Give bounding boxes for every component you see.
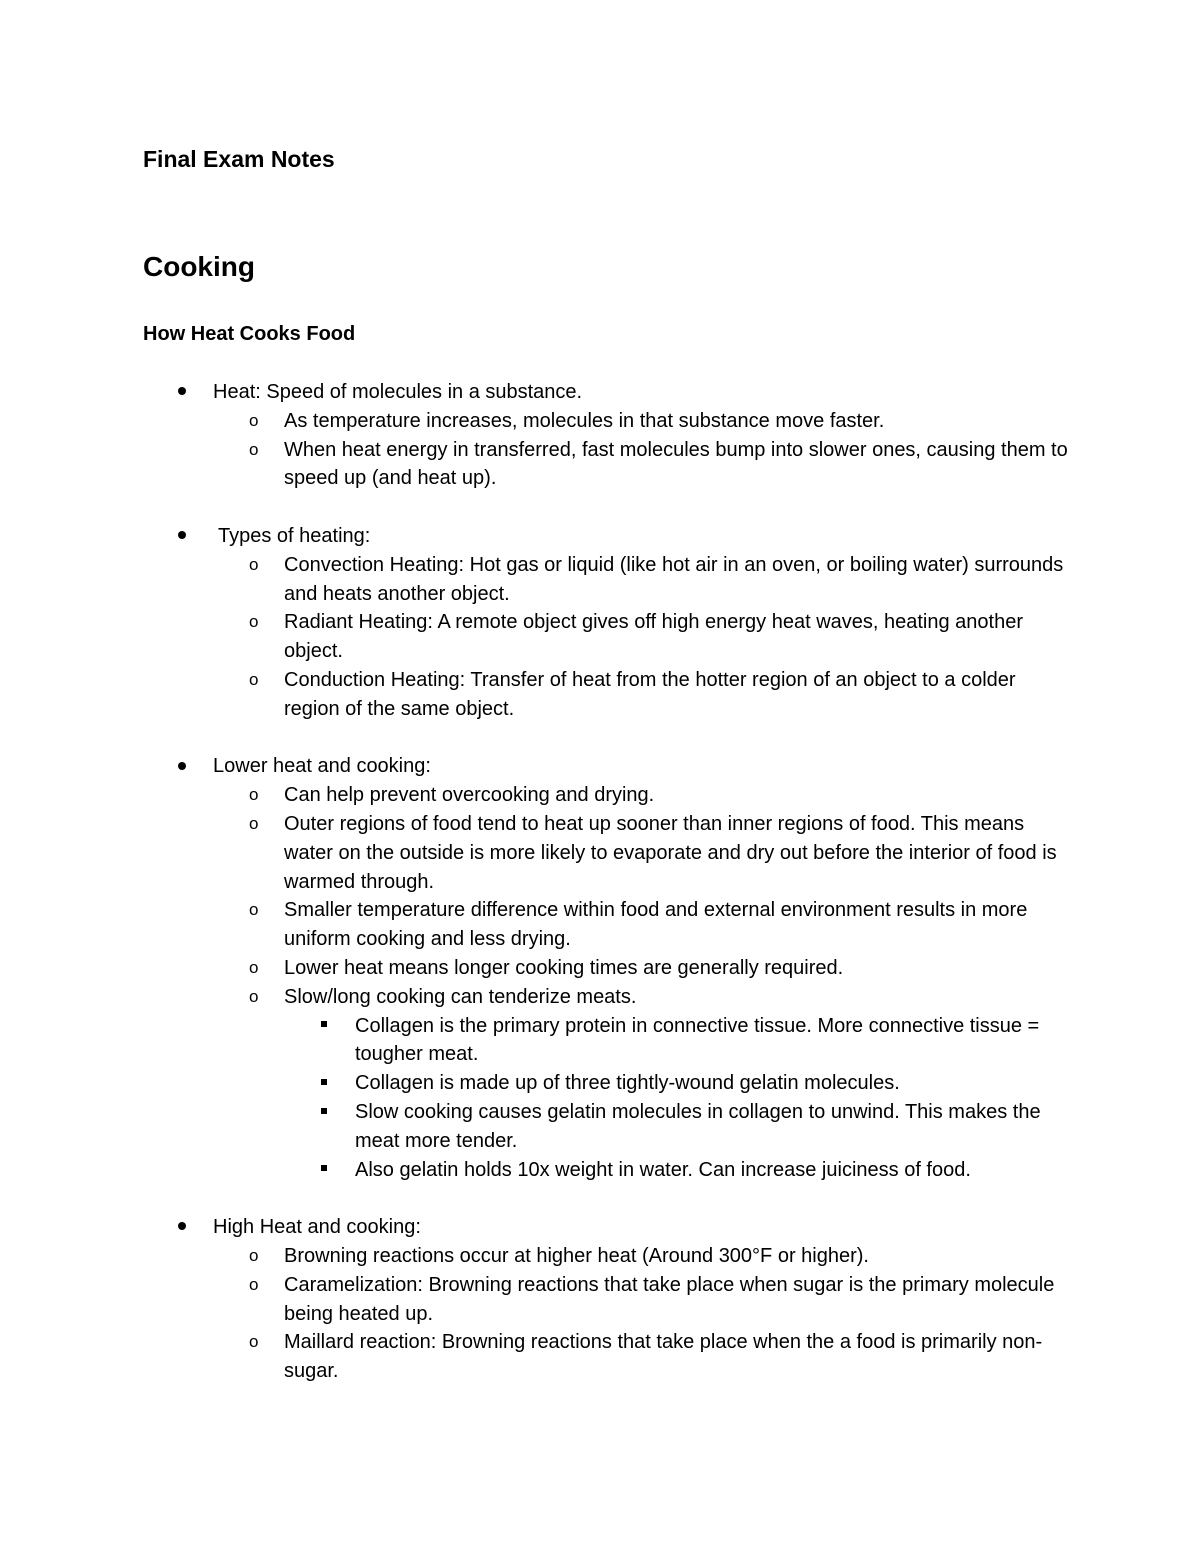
circle-bullet-icon: o (249, 813, 259, 833)
sub-sub-item (0, 1156, 1070, 1185)
bullet-text: Lower heat and cooking: (213, 755, 431, 778)
circle-bullet-icon: o (249, 957, 259, 977)
sub-item (0, 810, 1070, 896)
sub-item-text: Caramelization: Browning reactions that take place when sugar is the primary molecule being heated up. (284, 1273, 1055, 1325)
sub-item-text: Outer regions of food tend to heat up sooner than inner regions of food. This means water on the outside is more likely to evaporate and dry out before the interior of food is warmed through. (284, 812, 1057, 893)
sub-sub-item (0, 1069, 1070, 1098)
document-title: Final Exam Notes (143, 146, 335, 172)
notes-body (0, 378, 1200, 1386)
square-bullet-icon (321, 1012, 327, 1041)
bullet-text: Types of heating: (218, 524, 371, 547)
sub-item (0, 896, 1070, 954)
bullet-dot-icon (175, 522, 189, 551)
sub-list (213, 551, 1070, 724)
circle-bullet-icon: o (249, 986, 259, 1006)
sub-item (0, 1242, 1070, 1271)
circle-bullet-icon: o (249, 1274, 259, 1294)
bullet-item (0, 378, 1200, 493)
sub-sub-item-text: Slow cooking causes gelatin molecules in collagen to unwind. This makes the meat more tender. (355, 1100, 1041, 1152)
circle-bullet-icon: o (249, 410, 259, 430)
bullet-dot-icon (175, 1213, 189, 1242)
sub-sub-item-text: Collagen is made up of three tightly-wound gelatin molecules. (355, 1072, 900, 1095)
sub-sub-item-text: Also gelatin holds 10x weight in water. Can increase juiciness of food. (355, 1158, 971, 1181)
bullet-dot-icon (175, 752, 189, 781)
bullet-list (0, 378, 1200, 1386)
sub-item-text: Smaller temperature difference within food and external environment results in more uniform cooking and less drying. (284, 899, 1028, 951)
bullet-item (0, 1213, 1200, 1386)
sub-item-text: Browning reactions occur at higher heat (Around 300°F or higher). (284, 1244, 869, 1267)
square-bullet-icon (321, 1069, 327, 1098)
bullet-item (0, 522, 1200, 724)
sub-item-text: As temperature increases, molecules in that substance move faster. (284, 409, 885, 432)
sub-item (0, 781, 1070, 810)
sub-sub-item (0, 1098, 1070, 1156)
sub-list (213, 781, 1070, 1184)
sub-item-text: Convection Heating: Hot gas or liquid (like hot air in an oven, or boiling water) surrounds and heats another object. (284, 553, 1064, 605)
sub-item (0, 666, 1070, 724)
circle-bullet-icon: o (249, 785, 259, 805)
bullet-text: High Heat and cooking: (213, 1216, 421, 1239)
sub-item-text: Slow/long cooking can tenderize meats. (284, 985, 637, 1008)
sub-item (0, 608, 1070, 666)
subheading: How Heat Cooks Food (143, 323, 356, 345)
sub-item-text: When heat energy in transferred, fast molecules bump into slower ones, causing them to speed up (and heat up). (284, 438, 1068, 490)
sub-sub-list (284, 1012, 1070, 1185)
sub-sub-item (0, 1012, 1070, 1070)
sub-item-text: Conduction Heating: Transfer of heat from the hotter region of an object to a colder region of the same object. (284, 668, 1016, 720)
sub-sub-item-text: Collagen is the primary protein in connective tissue. More connective tissue = tougher meat. (355, 1014, 1040, 1066)
sub-item-text: Can help prevent overcooking and drying. (284, 784, 655, 807)
bullet-dot-icon (175, 378, 189, 407)
bullet-item (0, 752, 1200, 1184)
sub-item (0, 1271, 1070, 1329)
circle-bullet-icon: o (249, 554, 259, 574)
circle-bullet-icon: o (249, 1245, 259, 1265)
sub-item (0, 1328, 1070, 1386)
sub-item-text: Maillard reaction: Browning reactions that take place when the a food is primarily non-sugar. (284, 1331, 1043, 1383)
circle-bullet-icon: o (249, 669, 259, 689)
sub-list (213, 407, 1070, 493)
sub-list (213, 1242, 1070, 1386)
circle-bullet-icon: o (249, 612, 259, 632)
circle-bullet-icon: o (249, 439, 259, 459)
circle-bullet-icon: o (249, 900, 259, 920)
sub-item-text: Lower heat means longer cooking times are generally required. (284, 956, 844, 979)
sub-item (0, 983, 1070, 1185)
section-heading: Cooking (143, 251, 255, 282)
bullet-text: Heat: Speed of molecules in a substance. (213, 381, 583, 403)
sub-item (0, 551, 1070, 609)
square-bullet-icon (321, 1156, 327, 1185)
sub-item (0, 436, 1070, 494)
sub-item-text: Radiant Heating: A remote object gives off high energy heat waves, heating another object. (284, 611, 1024, 663)
sub-item (0, 407, 1070, 436)
circle-bullet-icon: o (249, 1332, 259, 1352)
square-bullet-icon (321, 1098, 327, 1127)
sub-item (0, 954, 1070, 983)
